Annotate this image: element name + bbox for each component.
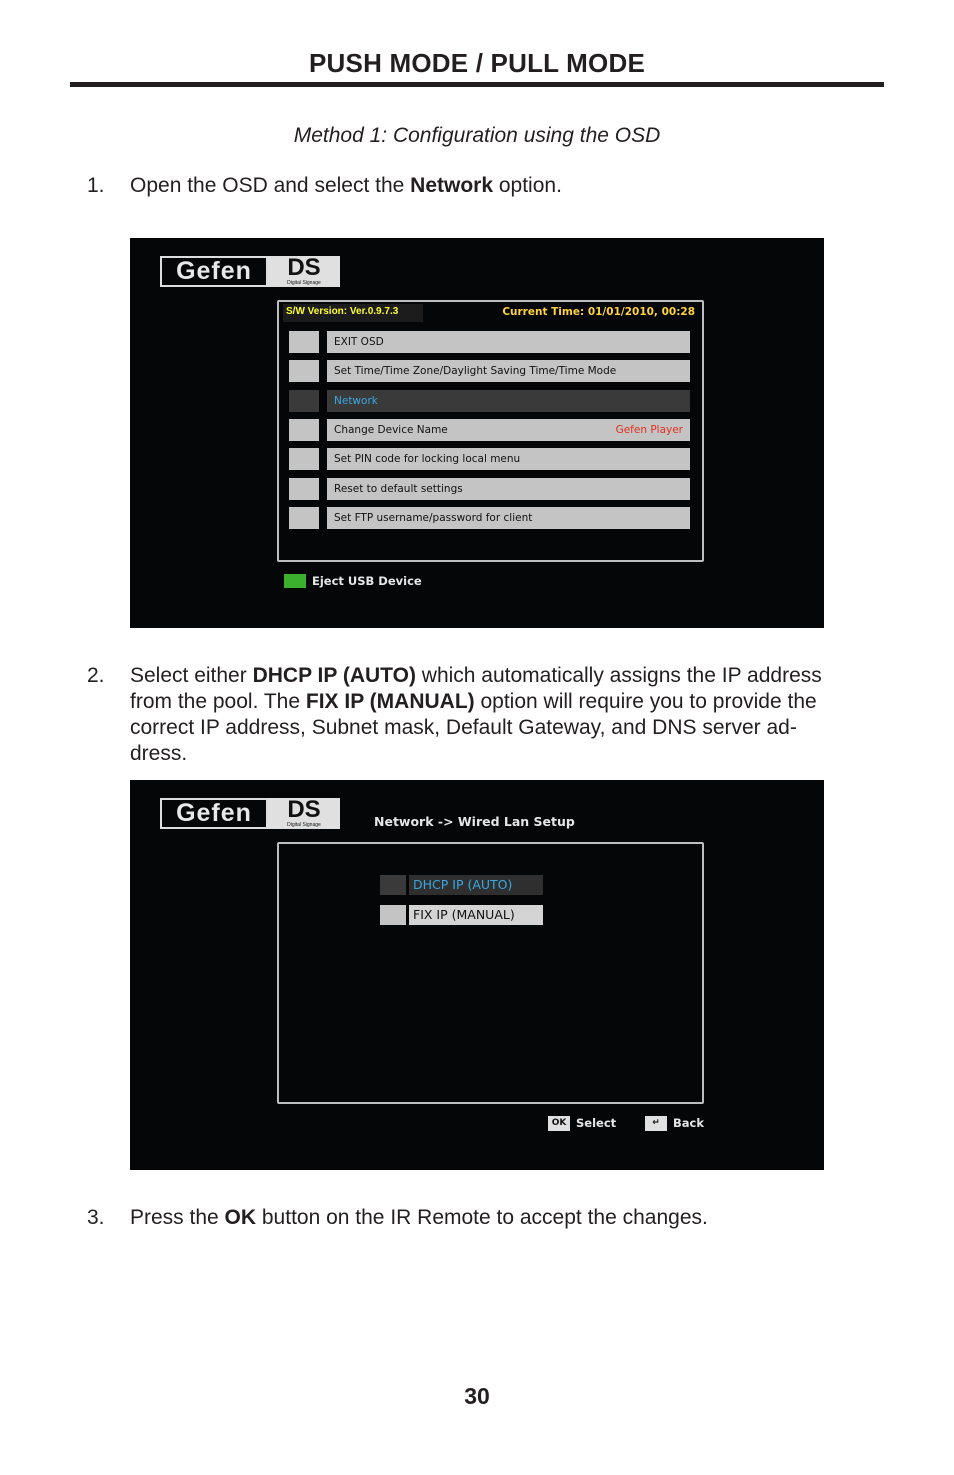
logo-tagline: Digital Signage bbox=[287, 280, 321, 286]
menu-item-label: Set Time/Time Zone/Daylight Saving Time/Time Mode bbox=[334, 365, 617, 377]
menu-item-device-name[interactable] bbox=[327, 419, 690, 441]
step-2-bold-2: FIX IP (MANUAL) bbox=[305, 690, 475, 713]
step-1-number: 1. bbox=[87, 174, 105, 197]
gefen-ds-logo bbox=[160, 798, 342, 829]
menu-item-label: Change Device Name bbox=[334, 424, 448, 436]
menu-checkbox-ftp[interactable] bbox=[289, 507, 319, 529]
step-2-text bbox=[130, 663, 852, 767]
fix-ip-checkbox[interactable] bbox=[380, 905, 406, 925]
gefen-ds-logo bbox=[160, 256, 342, 287]
menu-item-label: Network bbox=[334, 395, 378, 407]
section-subtitle: Method 1: Configuration using the OSD bbox=[293, 124, 661, 147]
back-key-icon: ↵ bbox=[645, 1116, 667, 1131]
step-2-bold-1: DHCP IP (AUTO) bbox=[252, 664, 416, 687]
menu-item-exit-osd[interactable] bbox=[327, 331, 690, 353]
step-3-text-after: button on the IR Remote to accept the changes. bbox=[256, 1206, 708, 1229]
menu-item-network[interactable] bbox=[327, 390, 690, 412]
title-rule bbox=[70, 82, 884, 87]
menu-checkbox-network[interactable] bbox=[289, 390, 319, 412]
menu-checkbox-exit-osd[interactable] bbox=[289, 331, 319, 353]
step-1-text-after: option. bbox=[493, 174, 562, 197]
logo-ds-badge bbox=[268, 798, 340, 829]
option-dhcp-auto[interactable]: DHCP IP (AUTO) bbox=[409, 875, 543, 895]
logo-tagline: Digital Signage bbox=[287, 822, 321, 828]
menu-checkbox-device-name[interactable] bbox=[289, 419, 319, 441]
step-1-text-before: Open the OSD and select the bbox=[130, 174, 411, 197]
page-title: PUSH MODE / PULL MODE bbox=[309, 48, 645, 78]
step-1-bold: Network bbox=[410, 174, 494, 197]
step-2-number: 2. bbox=[87, 664, 105, 687]
menu-item-label: Set FTP username/password for client bbox=[334, 512, 533, 524]
step-3-text bbox=[130, 1205, 860, 1231]
osd-main-menu-screenshot bbox=[130, 238, 824, 628]
menu-item-reset[interactable] bbox=[327, 478, 690, 500]
step-3-bold: OK bbox=[224, 1206, 257, 1229]
menu-item-ftp[interactable] bbox=[327, 507, 690, 529]
step-2-text-3: option will require you to provide the correct IP address, Subnet mask, Default Gateway, and DNS server ad-dress. bbox=[130, 690, 817, 765]
current-time: Current Time: 01/01/2010, 00:28 bbox=[502, 306, 695, 318]
breadcrumb: Network -> Wired Lan Setup bbox=[374, 814, 575, 829]
menu-checkbox-set-time[interactable] bbox=[289, 360, 319, 382]
select-hint: Select bbox=[576, 1116, 617, 1130]
sw-version: S/W Version: Ver.0.9.7.3 bbox=[283, 304, 423, 322]
menu-item-label: Reset to default settings bbox=[334, 483, 463, 495]
step-2-text-1: Select either bbox=[130, 664, 253, 687]
menu-item-label: EXIT OSD bbox=[334, 336, 384, 348]
dhcp-checkbox[interactable] bbox=[380, 875, 406, 895]
step-1-text bbox=[130, 173, 860, 199]
green-key-icon bbox=[284, 574, 306, 588]
menu-item-pin[interactable] bbox=[327, 448, 690, 470]
osd-wired-lan-screenshot bbox=[130, 780, 824, 1170]
menu-item-set-time[interactable] bbox=[327, 360, 690, 382]
back-hint: Back bbox=[673, 1116, 704, 1130]
logo-gefen-text: Gefen bbox=[160, 798, 268, 829]
logo-ds-text: DS bbox=[287, 796, 321, 823]
page-number: 30 bbox=[464, 1383, 490, 1409]
logo-ds-text: DS bbox=[287, 254, 321, 281]
device-name-value: Gefen Player bbox=[615, 424, 683, 436]
logo-gefen-text: Gefen bbox=[160, 256, 268, 287]
ok-key-icon: OK bbox=[548, 1116, 570, 1131]
eject-usb-label[interactable]: Eject USB Device bbox=[312, 574, 422, 588]
logo-ds-badge bbox=[268, 256, 340, 287]
menu-checkbox-pin[interactable] bbox=[289, 448, 319, 470]
step-3-text-before: Press the bbox=[130, 1206, 225, 1229]
menu-item-label: Set PIN code for locking local menu bbox=[334, 453, 521, 465]
option-fix-ip-manual[interactable]: FIX IP (MANUAL) bbox=[409, 905, 543, 925]
step-3-number: 3. bbox=[87, 1206, 105, 1229]
step-2-text-2: which automatically assigns the IP address from the pool. The bbox=[130, 664, 822, 713]
menu-checkbox-reset[interactable] bbox=[289, 478, 319, 500]
